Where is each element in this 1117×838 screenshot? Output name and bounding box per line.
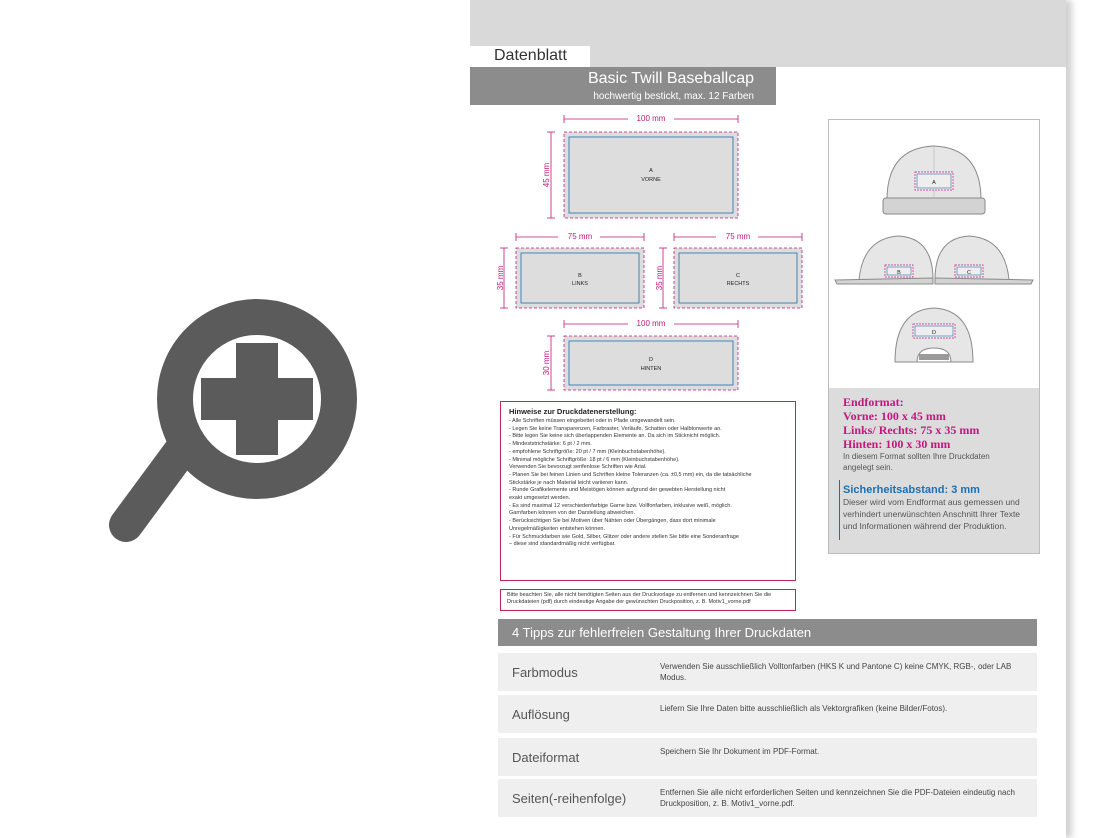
tip-text: Speichern Sie Ihr Dokument im PDF-Format. xyxy=(660,747,820,756)
hint-line: - Runde Grafikelemente und Meistögen können aufgrund der gewebten Herstellung nicht exakt umgesetzt werden. xyxy=(509,487,726,502)
safety-margin-note: Dieser wird vom Endformat aus gemessen und verhindert unerwünschten Anschnitt Ihrer Texte und Informationen während der Produktion. xyxy=(843,497,1021,531)
right-zone-letter: C xyxy=(736,273,740,279)
back-zone-letter: D xyxy=(649,357,653,363)
tips-header xyxy=(498,619,1037,646)
safety-margin-label: Sicherheitsabstand: 3 mm xyxy=(843,484,980,496)
hints-heading: Hinweise zur Druckdatenerstellung: xyxy=(509,407,637,416)
hint-line: - Mindeststrichstärke: 6 pt / 2 mm. xyxy=(509,441,592,448)
front-height-label: 45 mm xyxy=(542,162,551,188)
front-zone-name: VORNE xyxy=(641,177,661,183)
tip-row xyxy=(498,653,1037,691)
cap-preview-panel xyxy=(828,119,1040,554)
tip-row xyxy=(498,738,1037,776)
hint-line: - Planen Sie bei feinen Linien und Schriften kleine Toleranzen (ca. ±0,5 mm) ein, da die tatsächliche Stickstärke je nach Material leicht variieren kann. xyxy=(509,471,752,486)
endformat-note: In diesem Format sollten Ihre Druckdaten angelegt sein. xyxy=(843,452,990,472)
hint-line: - Es sind maximal 12 verschiedenfarbige Garne bzw. Vollfonfarben, inklusive weiß, möglich. Garnfarben können von der Darstellung abweichen. xyxy=(509,502,732,517)
tip-row xyxy=(498,695,1037,733)
tip-label: Farbmodus xyxy=(512,665,578,680)
svg-text:B: B xyxy=(897,270,901,276)
svg-text:C: C xyxy=(967,270,971,276)
svg-text:A: A xyxy=(932,180,936,186)
zone-left xyxy=(496,231,644,308)
endformat-front: Vorne: 100 x 45 mm xyxy=(843,409,946,423)
hint-line: - Minimal mögliche Schriftgröße: 18 pt / 6 mm (Kleinbuchstabenhöhe). Verwenden Sie bevorzugt serifenlose Schriften wie Arial. xyxy=(509,456,680,471)
endformat-sides: Links/ Rechts: 75 x 35 mm xyxy=(843,423,980,437)
zone-front xyxy=(542,113,738,218)
zone-right xyxy=(655,231,802,308)
cap-right-image xyxy=(935,236,1033,284)
front-zone-letter: A xyxy=(649,168,653,174)
print-data-hints-box xyxy=(500,401,796,581)
product-title: Basic Twill Baseballcap xyxy=(587,70,754,87)
format-info-box xyxy=(829,388,1039,553)
right-height-label: 35 mm xyxy=(655,265,664,291)
file-naming-note: Bitte beachten Sie, alle nicht benötigten Seiten aus der Druckvorlage zu entfernen und kennzeichnen Sie die Druckdateien (pdf) durch eindeutige Angabe der gewünschten Druckposition, z. B. Motiv1_vorne.pdf xyxy=(500,589,796,611)
tip-text: Entfernen Sie alle nicht erforderlichen Seiten und kennzeichnen Sie die PDF-Dateien eindeutig nach Druckposition, z. B. Motiv1_vorne.pdf. xyxy=(660,788,1015,808)
cap-illustrations xyxy=(829,120,1039,386)
tip-label: Seiten(-reihenfolge) xyxy=(512,791,627,806)
tab-label: Datenblatt xyxy=(494,47,567,64)
back-height-label: 30 mm xyxy=(542,350,551,376)
endformat-label: Endformat: xyxy=(843,395,904,409)
left-height-label: 35 mm xyxy=(496,265,505,291)
title-bar xyxy=(470,67,776,105)
zone-back xyxy=(542,318,738,390)
svg-text:D: D xyxy=(932,330,936,336)
hint-line: - Berücksichtigen Sie bei Motiven über Nähten oder Übergängen, dass dort minimale Unregelmäßigkeiten entstehen können. xyxy=(509,518,716,532)
right-zone-name: RECHTS xyxy=(726,281,750,287)
cap-front-image xyxy=(883,146,985,214)
hint-line: - Für Schmuckfarben wie Gold, Silber, Glitzer oder andere stellen Sie bitte eine Sonderanfrage – diese sind standardmäßig nicht verfügbar. xyxy=(509,533,739,548)
product-subtitle: hochwertig bestickt, max. 12 Farben xyxy=(593,91,754,102)
left-zone-name: LINKS xyxy=(572,281,588,287)
print-zones-diagram xyxy=(498,108,818,398)
endformat-back: Hinten: 100 x 30 mm xyxy=(843,437,951,451)
tip-text: Verwenden Sie ausschließlich Volltonfarben (HKS K und Pantone C) keine CMYK, RGB-, oder LAB Modus. xyxy=(660,662,1012,682)
tip-row xyxy=(498,779,1037,817)
back-zone-name: HINTEN xyxy=(640,366,662,372)
hint-line: - Legen Sie keine Transparenzen, Farbraster, Verläufe, Schatten oder Halbtonwerte an. xyxy=(509,425,722,432)
tip-text: Liefern Sie Ihre Daten bitte ausschließlich als Vektorgrafiken (keine Bilder/Fotos). xyxy=(660,704,948,713)
datasheet-page xyxy=(470,0,1066,838)
cap-left-image xyxy=(835,236,933,284)
zoom-in-icon[interactable] xyxy=(100,243,362,548)
right-width-label: 75 mm xyxy=(725,232,751,241)
tip-label: Dateiformat xyxy=(512,750,580,765)
cap-back-image xyxy=(895,308,973,362)
left-width-label: 75 mm xyxy=(567,232,593,241)
back-width-label: 100 mm xyxy=(636,319,666,328)
tip-label: Auflösung xyxy=(512,707,570,722)
front-width-label: 100 mm xyxy=(636,114,666,123)
hint-line: - empfohlene Schriftgröße: 20 pt / 7 mm (Kleinbuchstabenhöhe). xyxy=(509,448,666,455)
tips-title: 4 Tipps zur fehlerfreien Gestaltung Ihrer Druckdaten xyxy=(512,625,812,640)
hint-line: - Alle Schriften müssen eingebettet oder in Pfade umgewandelt sein. xyxy=(509,418,676,424)
left-zone-letter: B xyxy=(578,273,582,279)
hint-line: - Bitte legen Sie keine sich überlappenden Elemente an. Da sich im Sticknicht möglich. xyxy=(509,433,721,440)
